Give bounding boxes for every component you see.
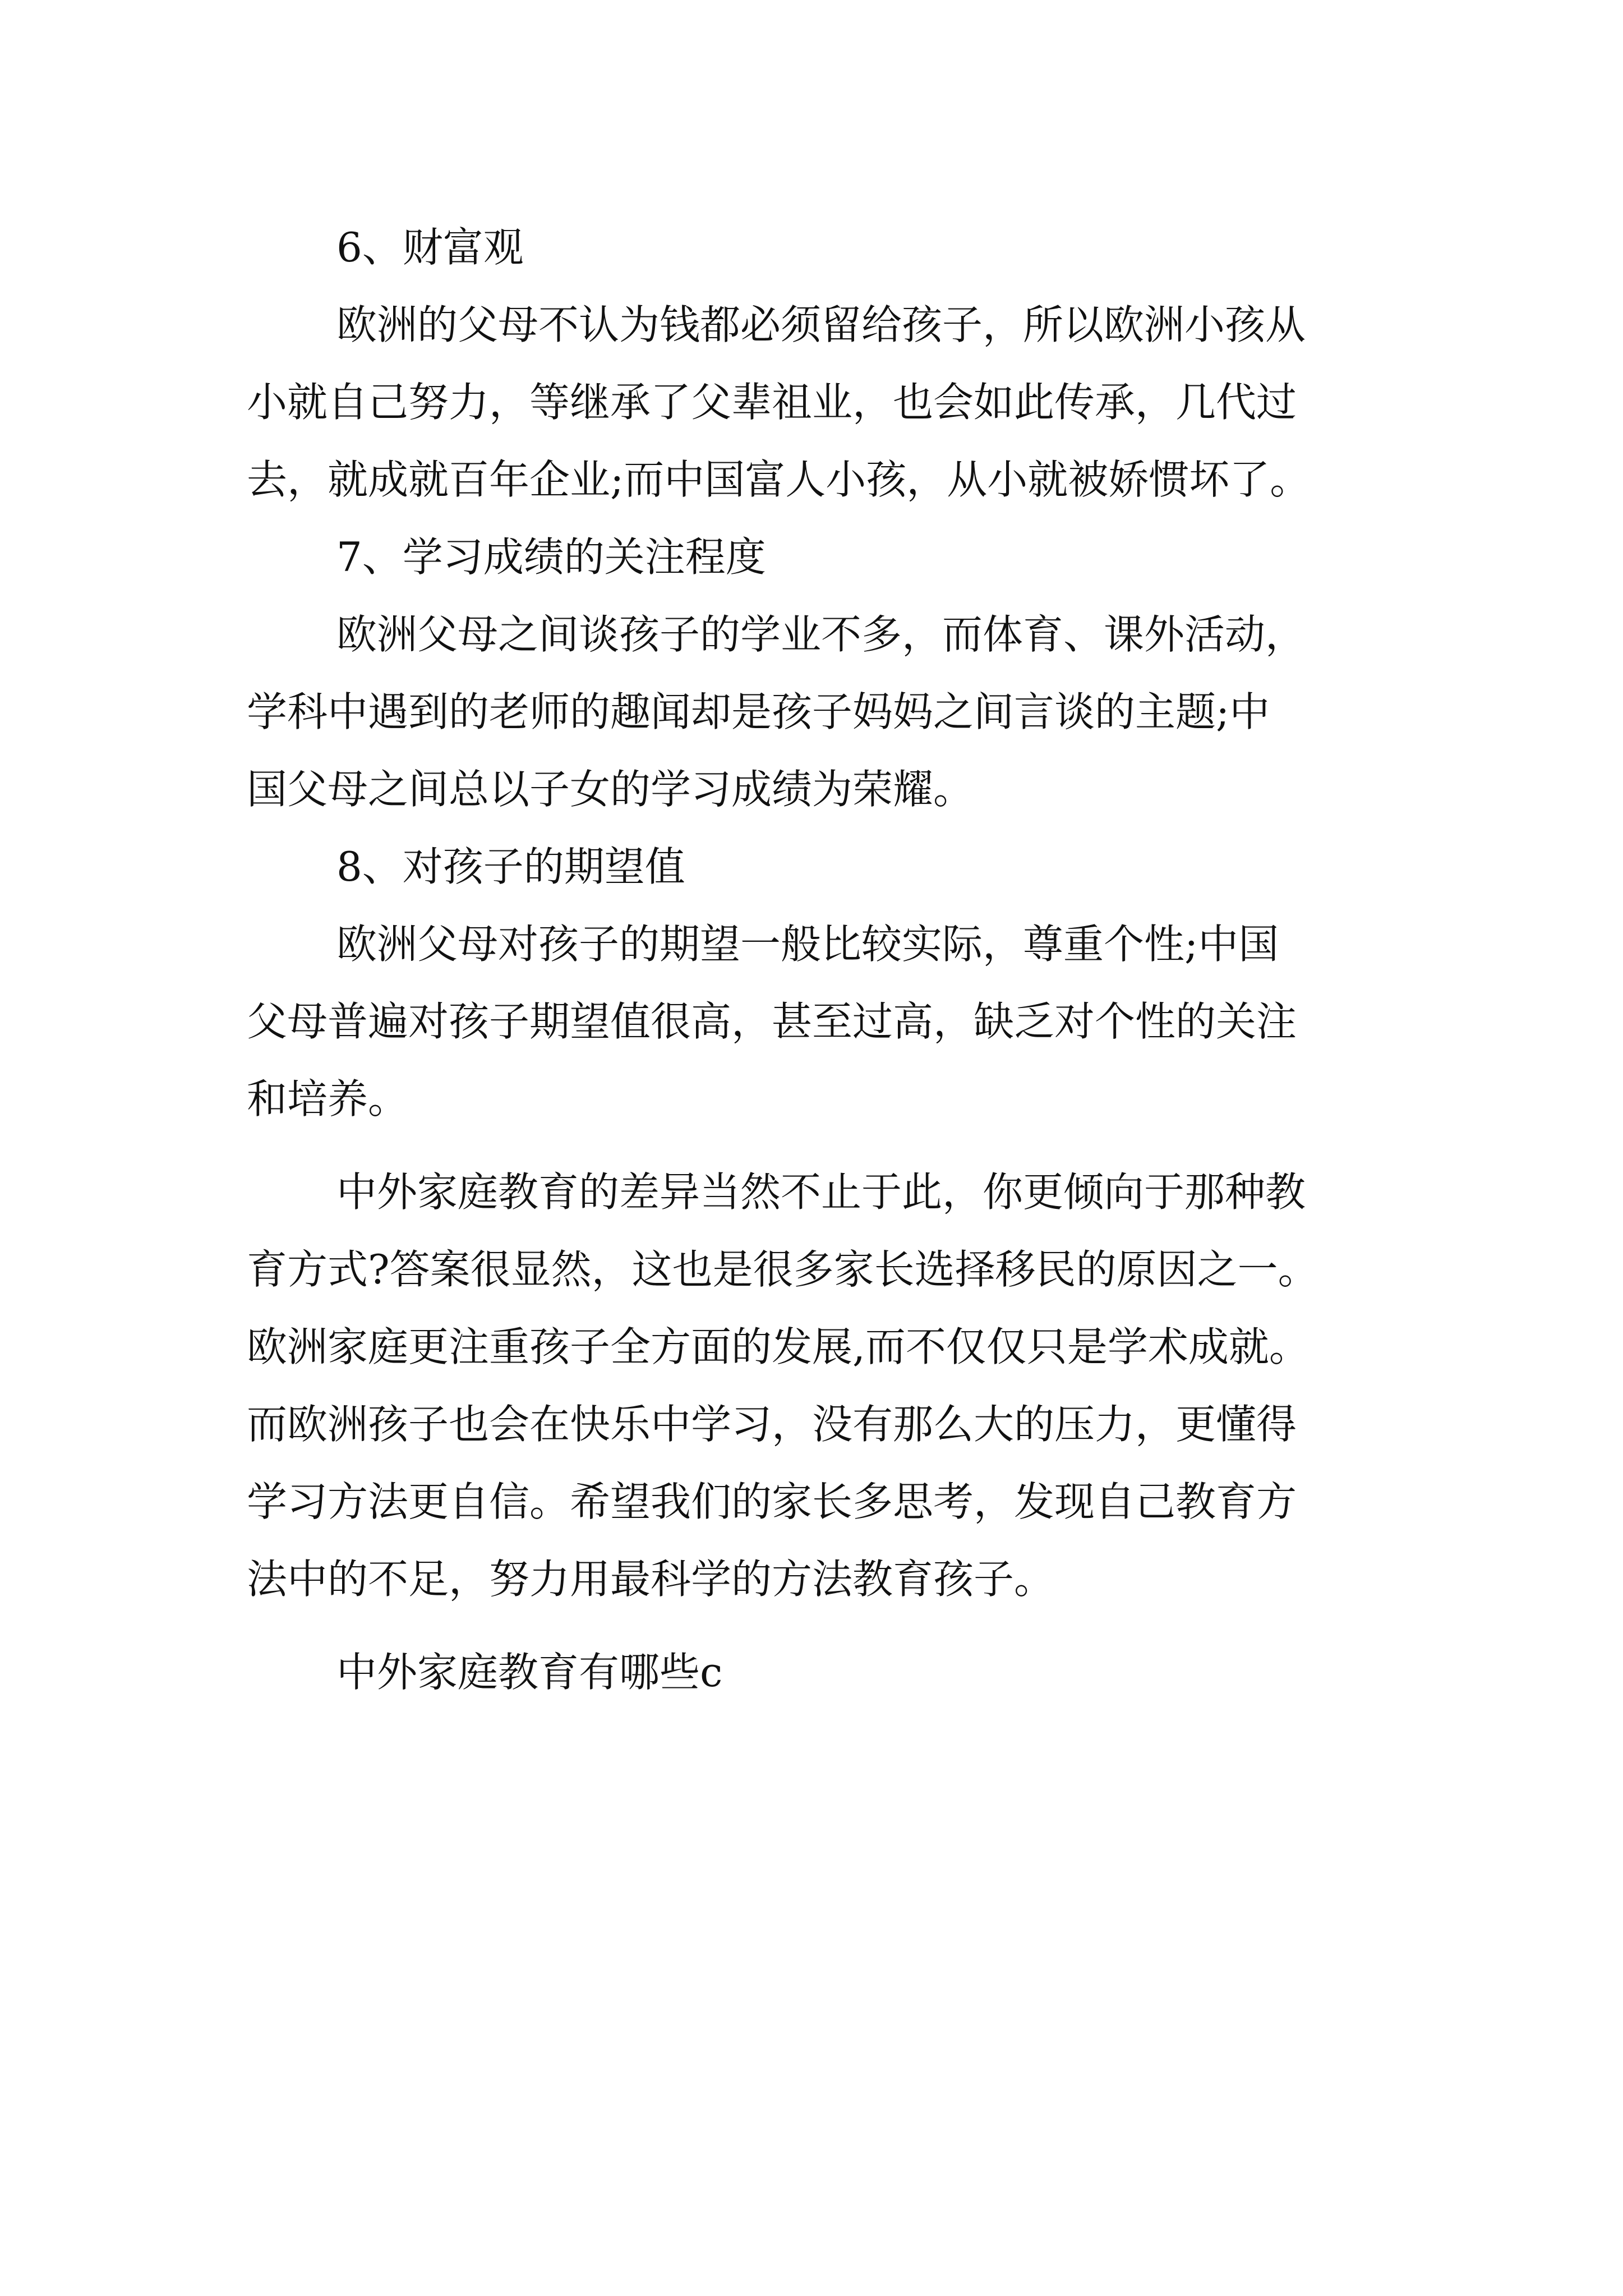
- paragraph-line: 去，就成就百年企业;而中国富人小孩，从小就被娇惯坏了。: [247, 456, 1311, 503]
- paragraph-gap: [247, 1618, 1380, 1634]
- paragraph-gap: [247, 1138, 1380, 1153]
- section-heading-6: 6、财富观: [336, 224, 524, 271]
- paragraph-line: 育方式?答案很显然，这也是很多家长选择移民的原因之一。: [247, 1246, 1318, 1293]
- document-body: [247, 209, 1380, 1711]
- section-heading-8: 8、对孩子的期望值: [336, 843, 685, 890]
- paragraph-line: 欧洲父母之间谈孩子的学业不多，而体育、课外活动，: [336, 611, 1306, 658]
- paragraph-line: 欧洲家庭更注重孩子全方面的发展,而不仅仅只是学术成就。: [247, 1323, 1310, 1370]
- paragraph-line: 学习方法更自信。希望我们的家长多思考，发现自己教育方: [247, 1478, 1297, 1525]
- paragraph-line: 和培养。: [247, 1075, 409, 1122]
- paragraph-line: 父母普遍对孩子期望值很高，甚至过高，缺乏对个性的关注: [247, 998, 1297, 1045]
- paragraph-line: 学科中遇到的老师的趣闻却是孩子妈妈之间言谈的主题;中: [247, 688, 1270, 735]
- closing-line: 中外家庭教育有哪些c: [336, 1649, 723, 1696]
- paragraph-line: 欧洲父母对孩子的期望一般比较实际，尊重个性;中国: [336, 921, 1279, 968]
- paragraph-line: 而欧洲孩子也会在快乐中学习，没有那么大的压力，更懂得: [247, 1401, 1297, 1448]
- paragraph-line: 法中的不足，努力用最科学的方法教育孩子。: [247, 1556, 1055, 1603]
- paragraph-line: 小就自己努力，等继承了父辈祖业，也会如此传承，几代过: [247, 379, 1297, 426]
- paragraph-line: 欧洲的父母不认为钱都必须留给孩子，所以欧洲小孩从: [336, 301, 1306, 348]
- paragraph-line: 国父母之间总以子女的学习成绩为荣耀。: [247, 766, 974, 813]
- paragraph-line: 中外家庭教育的差异当然不止于此，你更倾向于那种教: [336, 1168, 1306, 1216]
- section-heading-7: 7、学习成绩的关注程度: [336, 533, 766, 581]
